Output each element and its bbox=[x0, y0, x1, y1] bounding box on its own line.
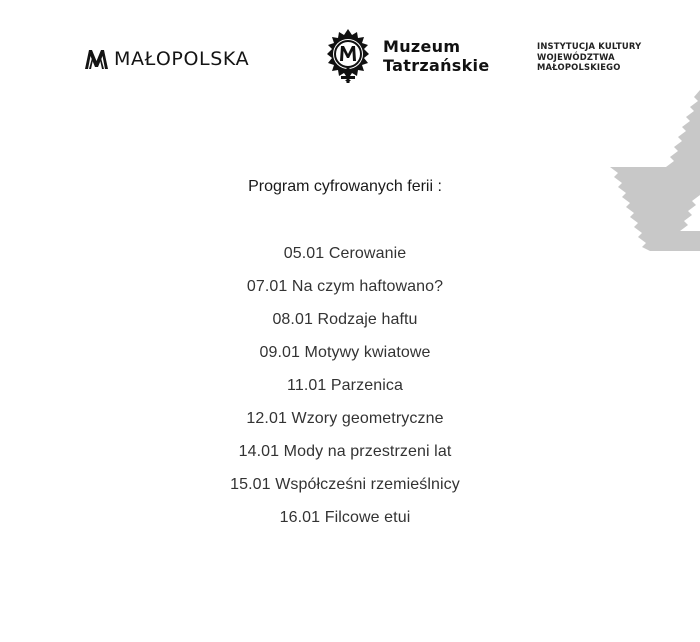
program-item: 16.01 Filcowe etui bbox=[279, 509, 411, 526]
muzeum-logo-words bbox=[383, 37, 490, 75]
program-title: Program cyfrowanych ferii : bbox=[248, 178, 442, 195]
program-item: 09.01 Motywy kwiatowe bbox=[259, 344, 431, 361]
muzeum-emblem-icon bbox=[321, 27, 375, 85]
program-item: 07.01 Na czym haftowano? bbox=[246, 278, 444, 295]
program-item: 12.01 Wzory geometryczne bbox=[246, 410, 444, 427]
program-item: 05.01 Cerowanie bbox=[283, 245, 407, 262]
institution-line-3: MAŁOPOLSKIEGO bbox=[537, 62, 621, 72]
decorative-carving-icon bbox=[600, 85, 700, 265]
institution-line-1: INSTYTUCJA KULTURY bbox=[537, 41, 642, 51]
muzeum-tatrzanskie-logo bbox=[321, 27, 490, 85]
institution-label bbox=[537, 41, 641, 73]
program-item: 15.01 Współcześni rzemieślnicy bbox=[230, 476, 460, 493]
institution-line-2: WOJEWÓDZTWA bbox=[537, 51, 615, 62]
program-item: 14.01 Mody na przestrzeni lat bbox=[238, 443, 452, 460]
muzeum-logo-line2: Tatrzańskie bbox=[383, 56, 490, 75]
muzeum-logo-line1: Muzeum bbox=[383, 37, 461, 56]
program-list bbox=[0, 242, 690, 539]
program-item: 11.01 Parzenica bbox=[287, 377, 403, 394]
malopolska-logo bbox=[83, 44, 249, 74]
program-item: 08.01 Rodzaje haftu bbox=[272, 311, 418, 328]
malopolska-mark-icon bbox=[83, 47, 110, 71]
malopolska-logo-text: MAŁOPOLSKA bbox=[114, 48, 250, 70]
